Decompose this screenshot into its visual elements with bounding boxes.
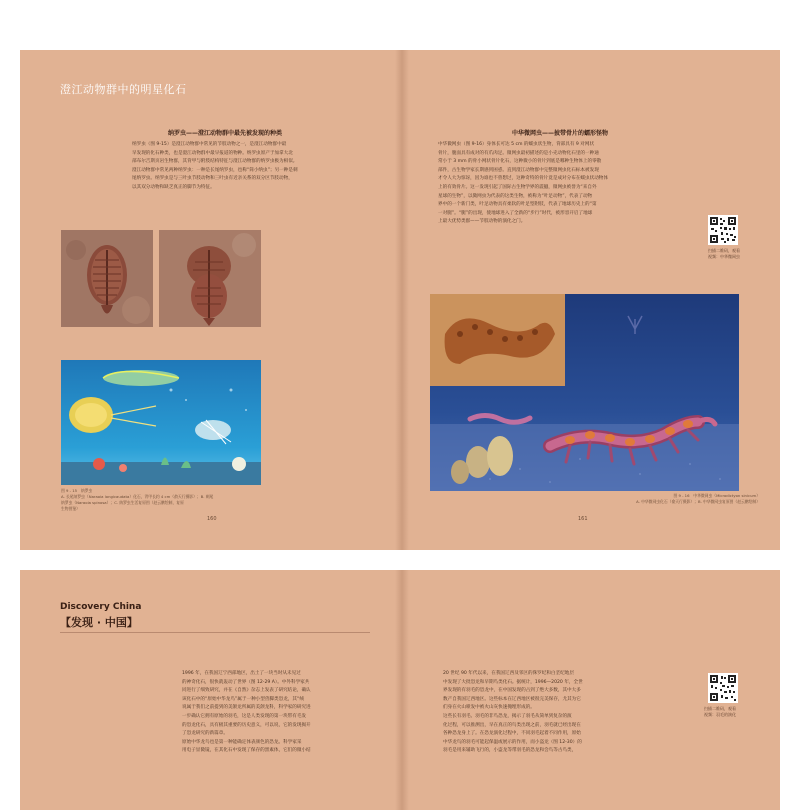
qr-label-line: 扫描二维码，观看 [708,248,740,253]
text-line: 的神奇化石，很快就轰动了世界（图 12-29 A）。中外科学家共 [182,679,310,685]
book-gutter [395,50,409,550]
naraoia-reconstruction-illustration [61,360,261,485]
text-line: 原始中华龙鸟也是第一种能确定体表颜色的恐龙。科学家采 [182,739,302,745]
naraoia-fossil-photo-a [61,230,153,327]
text-line: 一对腿”。“腿”的出现，使地球进入了全新的“步行”时代，被形容开启了地球 [438,210,593,216]
text-line: 同进行了细致研究，并在《自然》杂志上发表了研究结论，确认 [182,688,311,694]
qr-label-line: 视频：羽毛的演化 [704,712,736,717]
discovery-china-title-en: Discovery China [60,602,142,612]
text-line: 们身在火山喷发中被火山灰快速掩埋形成的。 [443,705,535,711]
caption-line: 纳罗虫（Naraoia spinosa）；C. 纳罗虫生活复原图（赵云鹏绘制，复原 [61,500,184,505]
text-line: 纳罗虫（图 9-15）是澄江动物群中常见的节肢动物之一，是澄江动物群中最 [132,142,287,147]
qr-code-icon[interactable] [708,673,738,703]
left-paragraph [132,141,384,193]
right-figure-caption [560,493,760,505]
qr-label-line: 视频：中华微网虫 [708,254,740,259]
text-line: 的恐龙化石，具有极其重要的历史意义，可以说，它的发现揭开 [182,722,311,728]
text-line: 1996 年，在我国辽宁西部地区，出土了一块当时从未见过 [182,671,301,676]
text-line: 说属于我们之前提到的美颌龙所属的美颌龙科，科学家的研究进 [182,705,311,711]
qr-label-line: 扫描二维码，观看 [704,706,736,711]
qr-code-label [704,706,764,718]
caption-line: A. 中华微网虫化石（俞天行摄影）；B. 中华微网虫复原图（赵云鹏绘制） [636,499,760,504]
text-line: 用电子显微镜，在其化石中发现了保存的黑素体，它们的微小结 [182,748,311,754]
text-line: 这些长有羽毛、羽毛的非鸟恐龙，揭示了羽毛从简单到复杂的演 [443,713,572,719]
text-line: 界中的一个新门类，叶足动物具有柔软的叶足型附肢，代表了地球历史上的“第 [438,202,597,208]
microdictyon-reconstruction-illustration [430,294,739,491]
book-gutter [395,570,409,810]
caption-line: 图 9 - 16 中华微网虫（Microdictyon sinicum） [673,493,760,498]
left-heading: 纳罗虫——澄江动物群中最先被发现的种类 [167,130,282,137]
text-line: 尾纳罗虫。纳罗虫是与三叶虫节肢动物和三叶虫有近亲关系的双分区节肢动物， [132,176,293,182]
text-line: 上最大优势类群——节肢动物的演化之门。 [438,219,526,225]
text-line: 化过程，可以推测出，早在真正的鸟类出现之前，羽毛就已经出现在 [443,722,581,728]
section-title: 澄江动物群中的明星化石 [60,83,187,96]
text-line: 澄江动物群中常见两种纳罗虫：一种是长尾纳罗虫，也称“简小纳虫”；另一种是刺 [132,167,298,173]
text-line: 界发现的有羽毛的恐龙中，在中国发现的占到了绝大多数，其中大多 [443,688,581,694]
text-line: 了恐龙研究的新篇章。 [182,731,228,737]
text-line: 一步确认它拥有原始的羽毛，这是人类发现的第一块带有毛发 [182,713,307,719]
text-line: 骨片，腹面具有成对的有爪肉足。微网虫最初描述的是小壳动物化石里的一种通 [438,150,599,156]
discovery-china-title-cn: 【发现 · 中国】 [60,616,138,629]
page-number-right: 161 [578,516,588,522]
text-line: 中华龙鸟的羽毛可能起保温或展示的作用，而小盗龙（图 12-30）的 [443,739,582,745]
text-line: 中华微网虫（图 9-16）身体长可达 5 cm 的蠕虫状生物，背部具有 9 对网状 [438,142,595,147]
caption-line: 图 9 - 15 纳罗虫 [61,488,93,493]
text-line: 羽毛是用来辅助飞行的，小盗龙等带羽毛的恐龙和会鸟等古鸟类， [443,748,577,754]
left-figure-caption [61,488,286,512]
bottom-page-spread [20,570,780,810]
bottom-right-paragraph [443,670,675,756]
text-line: 常小于 3 mm 的骨小网状骨片化石，这种微小的骨片到底是哪种生物体上的零散 [438,159,602,165]
text-line: 数产自我国辽西地区。这些标本在辽西地区被很完美保存，尤其为它 [443,696,581,702]
text-line: 部布尔吉斯页岩生物群，其背甲与附肢结构特征与澄江动物群的纳罗虫极为相似。 [132,159,298,165]
text-line: 才令人大为惊讶，因为谁也不曾想过，这种奇特的骨片竟是成对分布在蠕虫状动物体 [438,176,608,182]
page-number-left: 160 [207,516,217,522]
text-line: 部件，古生物学家长期感到困惑。直到澄江动物群中完整微网虫化石标本被发现 [438,167,599,173]
text-line: 上的有效骨片。这一发现引起了国际古生物学界的震撼，微网虫被誉为“来自外 [438,184,597,190]
caption-line: 生物图鉴） [61,506,80,511]
naraoia-fossil-photo-b [159,230,261,327]
text-line: 该化石中的“原始中华龙鸟”属于一种小型兽脚类恐龙，其“绒 [182,696,304,702]
top-page-spread [20,50,780,550]
text-line: 20 世纪 90 年代以来，在我国辽西及邻区的侏罗纪和白垩纪地层 [443,671,574,676]
text-line: 星球的生物”，以微网虫为代表的这类生物，被称为“叶足动物”，代表了动物 [438,193,593,199]
text-line: 中发现了大批恐龙和早期鸟类化石。据统计，1996—2020 年，全世 [443,679,583,685]
caption-line: A. 长尾纳罗虫（Naraoia longicaudata）化石，背甲长约 4 cm（俞天行摄影）；B. 刺尾 [61,494,214,499]
bottom-left-paragraph [182,670,387,756]
title-divider [60,632,370,633]
right-paragraph [438,141,706,227]
right-heading: 中华微网虫——披带骨片的蠕形怪物 [511,130,608,137]
text-line: 早发现的化石种类，也是澄江动物群中最早报道的物种。纳罗虫原产于加拿大北 [132,150,293,156]
qr-code-icon[interactable] [708,215,738,245]
text-line: 各种恐龙身上了。在恐龙演化过程中，不同羽毛起着不同作用，原始 [443,731,581,737]
text-line: 以其双分动物和缺乏真正的脚节为特征。 [132,184,215,190]
qr-code-label [708,248,768,260]
